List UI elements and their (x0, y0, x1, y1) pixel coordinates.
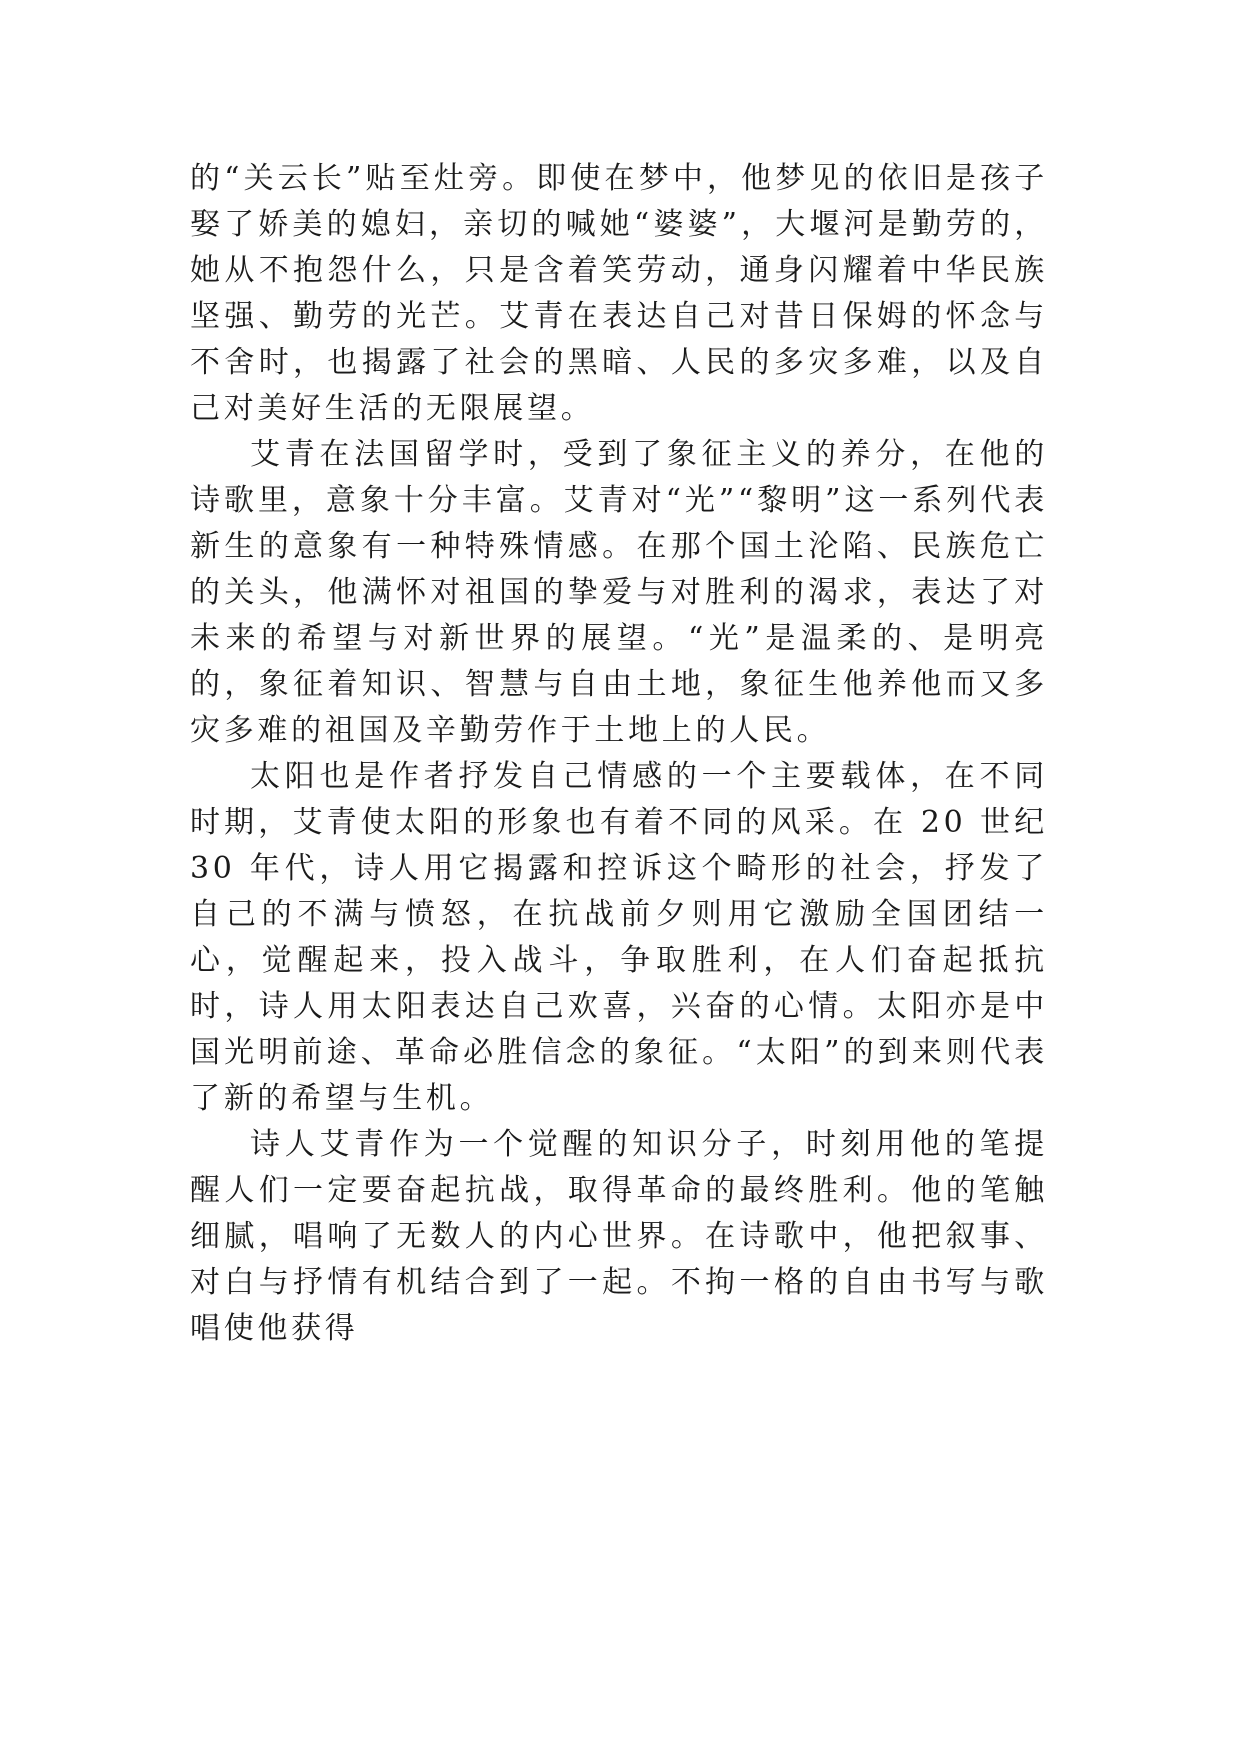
paragraph-2: 艾青在法国留学时，受到了象征主义的养分，在他的诗歌里，意象十分丰富。艾青对“光”“黎明”这一系列代表新生的意象有一种特殊情感。在那个国土沦陷、民族危亡的关头，他满怀对祖国的挚爱与对胜利的渴求，表达了对未来的希望与对新世界的展望。“光”是温柔的、是明亮的，象征着知识、智慧与自由土地，象征生他养他而又多灾多难的祖国及辛勤劳作于土地上的人民。 (190, 437, 1048, 748)
paragraph-3: 太阳也是作者抒发自己情感的一个主要载体，在不同时期，艾青使太阳的形象也有着不同的风采。在 20 世纪 30 年代，诗人用它揭露和控诉这个畸形的社会，抒发了自己的不满与愤怒，在抗战前夕则用它激励全国团结一心，觉醒起来，投入战斗，争取胜利，在人们奋起抵抗时，诗人用太阳表达自己欢喜，兴奋的心情。太阳亦是中国光明前途、革命必胜信念的象征。“太阳”的到来则代表了新的希望与生机。 (190, 759, 1048, 1116)
paragraph-4: 诗人艾青作为一个觉醒的知识分子，时刻用他的笔提醒人们一定要奋起抗战，取得革命的最终胜利。他的笔触细腻，唱响了无数人的内心世界。在诗歌中，他把叙事、对白与抒情有机结合到了一起。不拘一格的自由书写与歌唱使他获得 (190, 1127, 1048, 1346)
paragraph-1: 的“关云长”贴至灶旁。即使在梦中，他梦见的依旧是孩子娶了娇美的媳妇，亲切的喊她“婆婆”，大堰河是勤劳的，她从不抱怨什么，只是含着笑劳动，通身闪耀着中华民族坚强、勤劳的光芒。艾青在表达自己对昔日保姆的怀念与不舍时，也揭露了社会的黑暗、人民的多灾多难，以及自己对美好生活的无限展望。 (190, 161, 1048, 426)
body-text (190, 156, 1048, 1352)
